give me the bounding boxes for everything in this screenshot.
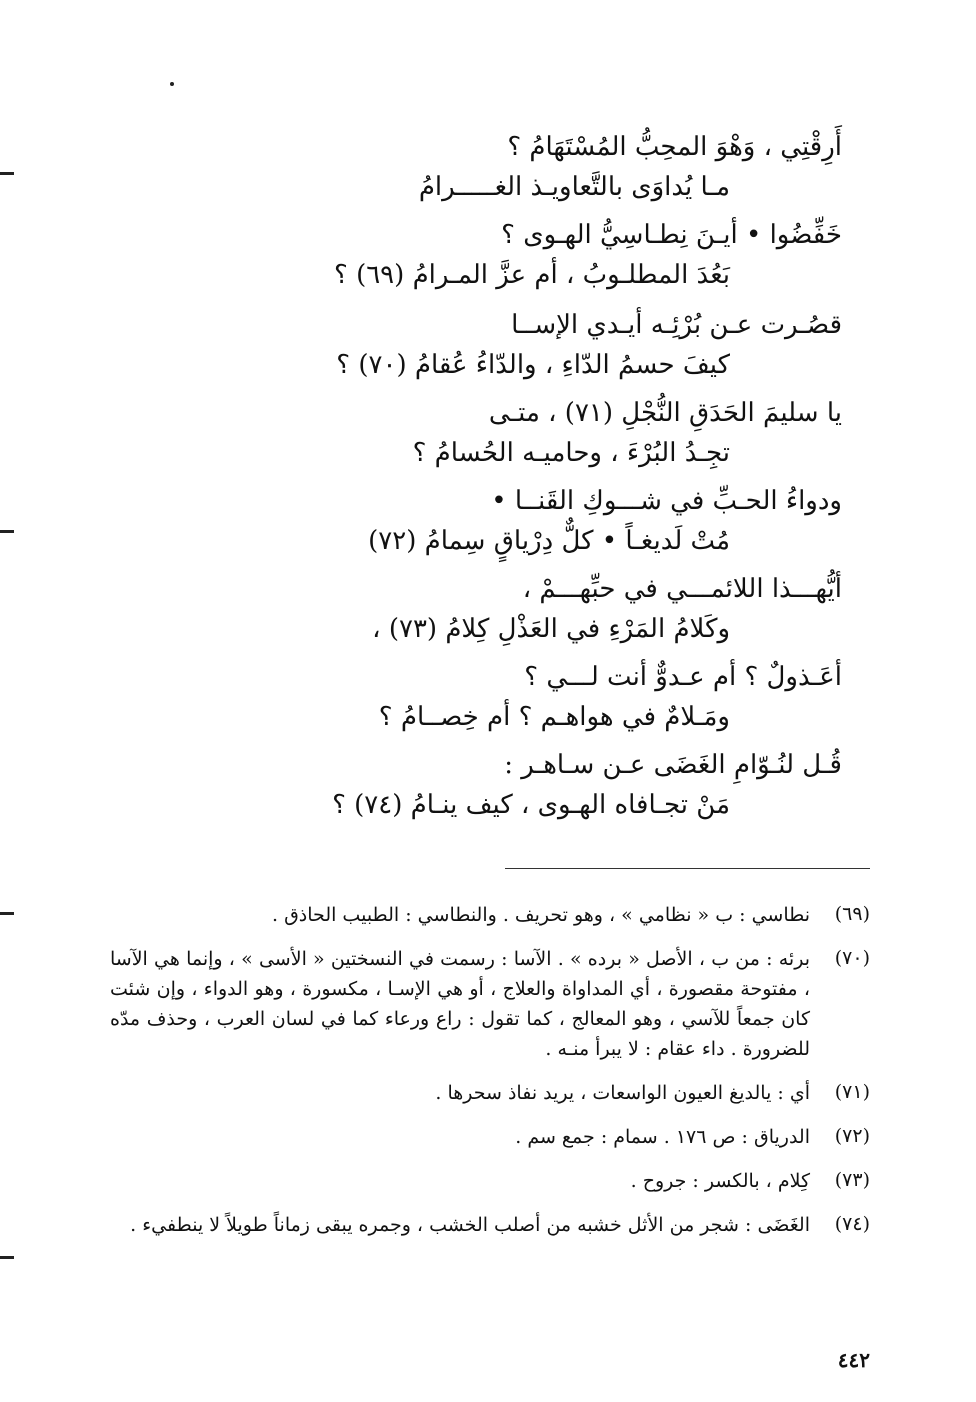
footnote-separator bbox=[505, 868, 870, 869]
poem-line: خَفِّضُوا • أيـنَ نِطـاسِيُّ الهـوى ؟ bbox=[501, 220, 842, 250]
footnote-number: (٦٩) bbox=[834, 903, 870, 925]
footnote-text: الدرياق : ص ١٧٦ . سمام : جمع سم . bbox=[515, 1126, 810, 1148]
footnote-text: أي : يالديغ العيون الواسعات ، يريد نفاذ سحرها . bbox=[435, 1082, 810, 1104]
poem-line: تجِـدُ البُرْءَ ، وحاميـه الحُسامُ ؟ bbox=[412, 438, 730, 468]
footnote bbox=[110, 1210, 870, 1240]
footnote-text: نطاسي : ب « نظامي » ، وهو تحريف . والنطاسي : الطبيب الحاذق . bbox=[271, 904, 810, 926]
poem-line: بَعُدَ المطلـوبُ ، أم عزَّ المـرامُ (٦٩) ؟ bbox=[334, 260, 730, 290]
footnote bbox=[110, 1122, 870, 1152]
footnote-number: (٧٣) bbox=[834, 1169, 870, 1191]
poem-line: أَرِقْتِي ، وَهْوَ المحِبُّ المُسْتَهَامُ ؟ bbox=[507, 132, 842, 162]
footnote-number: (٧٠) bbox=[834, 947, 870, 969]
footnote-text: الغَضَى : شجر من الأثل خشبه من أصلب الخشب ، وجمره يبقى زماناً طويلاً لا ينطفيء . bbox=[130, 1214, 810, 1236]
footnote bbox=[110, 944, 870, 1064]
poem-line: مـا يُداوَى بالتَّعاويـذ الغـــــرامُ bbox=[418, 172, 730, 202]
poem-line: قصُـرت عـن بُرْئِـه أيـدي الإســا bbox=[511, 310, 842, 340]
scan-edge-mark bbox=[0, 530, 14, 533]
scan-edge-mark bbox=[0, 912, 14, 915]
footnotes bbox=[110, 900, 870, 1254]
footnote-number: (٧٢) bbox=[834, 1125, 870, 1147]
poem-line: أيُّهـــذا اللائمـــي في حبِّهـــمْ ، bbox=[522, 574, 842, 604]
poem-line: ودواءُ الحـبِّ في شـــوكِ القَنــا • bbox=[491, 486, 842, 516]
footnote-number: (٧١) bbox=[834, 1081, 870, 1103]
poem-line: كيفَ حسمُ الدّاءِ ، والدّاءُ عُقامُ (٧٠) ؟ bbox=[336, 350, 730, 380]
footnote bbox=[110, 900, 870, 930]
footnote bbox=[110, 1078, 870, 1108]
footnote bbox=[110, 1166, 870, 1196]
poem-line: أعَـذولٌ ؟ أم عـدوٌّ أنت لـــي ؟ bbox=[524, 662, 842, 692]
scan-edge-mark bbox=[0, 172, 14, 175]
poem-line: مُتْ لَديغـاً • كلٌّ دِرْياقٍ سِمامُ (٧٢) bbox=[368, 526, 730, 556]
poem-line: قُـل لنُـوّامِ الغَضَى عـن سـاهـر : bbox=[504, 750, 842, 780]
footnote-text: كِلام ، بالكسر : جروح . bbox=[630, 1170, 810, 1192]
poem-line: وكَلامُ المَرْءِ في العَذْلِ كِلامُ (٧٣) ، bbox=[372, 614, 730, 644]
scan-edge-mark bbox=[0, 1256, 14, 1259]
page-number: ٤٤٢ bbox=[837, 1348, 870, 1372]
poem-line: مَنْ تجـافاه الهـوى ، كيف ينـامُ (٧٤) ؟ bbox=[332, 790, 730, 820]
poem-line: ومَـلامٌ في هواهـم ؟ أم خِصــامُ ؟ bbox=[378, 702, 730, 732]
footnote-number: (٧٤) bbox=[834, 1213, 870, 1235]
stray-dot bbox=[170, 82, 174, 86]
footnote-text: برئه : من ب ، الأصل « برده » . الآسا : رسمت في النسختين « الأسى » ، وإنما هي الآسا ، مفتوحة مقصورة ، أي المداواة والعلاج ، أو هي الإسـا ، مكسورة ، وهو الدواء ، وإن شئت كان جمعاً للآسي ، وهو المعالج ، كما تقول : راع ورعاء كما في لسان العرب ، وحذف مدّه للضرورة . داء عقام : لا يبرأ منـه . bbox=[110, 948, 810, 1060]
poem-line: يا سليمَ الحَدَقِ النُّجْلِ (٧١) ، متـى bbox=[488, 398, 842, 428]
